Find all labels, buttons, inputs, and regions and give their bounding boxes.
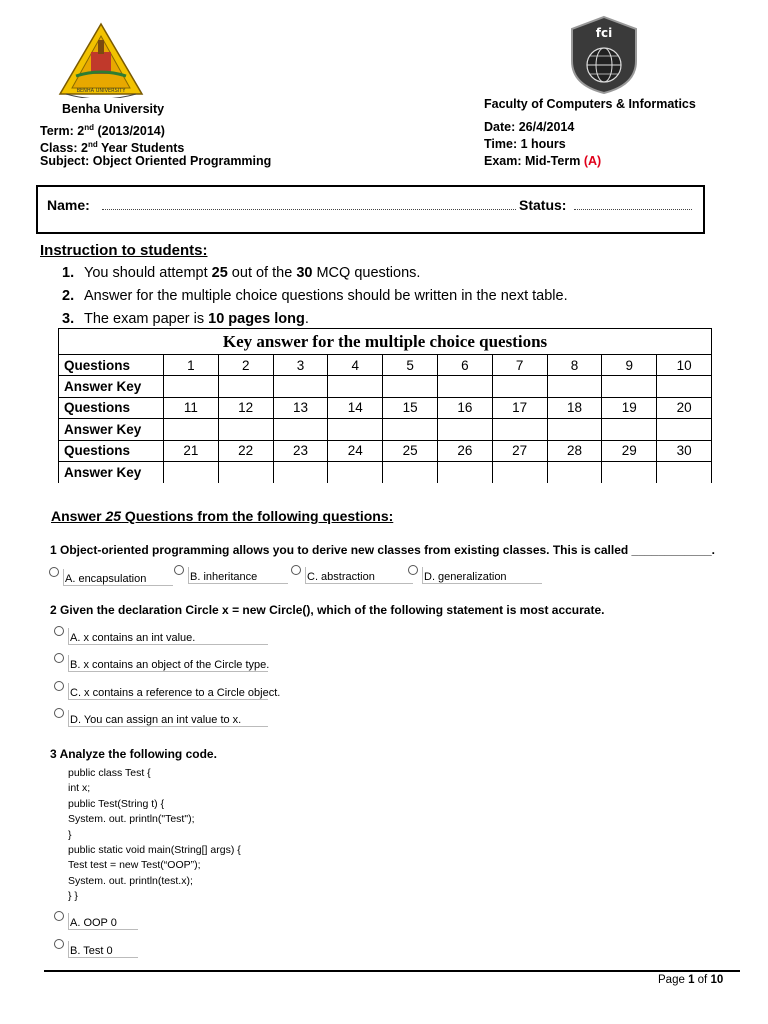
page-label: of — [694, 974, 711, 986]
option-label[interactable]: A. x contains an int value. — [70, 632, 196, 644]
page-current: 1 — [688, 974, 695, 986]
answer-key-cell[interactable] — [273, 419, 328, 440]
answer-key-row — [59, 376, 712, 397]
name-label: Name: — [47, 197, 90, 213]
name-status-box — [36, 185, 705, 234]
question-number-cell: 30 — [657, 440, 712, 461]
question-number-cell: 11 — [164, 397, 219, 418]
questions-row-label: Questions — [59, 355, 164, 376]
answer-key-cell[interactable] — [383, 419, 438, 440]
answer-key-cell[interactable] — [273, 376, 328, 397]
questions-row — [59, 355, 712, 376]
instruction-text: MCQ questions. — [312, 265, 421, 281]
question-number-cell: 8 — [547, 355, 602, 376]
answer-key-row-label: Answer Key — [59, 376, 164, 397]
option-label[interactable]: D. You can assign an int value to x. — [70, 714, 242, 726]
university-name: Benha University — [62, 102, 165, 116]
class-sup: nd — [87, 140, 98, 149]
option-radio[interactable] — [54, 653, 64, 663]
heading-count: 25 — [105, 508, 122, 524]
answer-key-cell[interactable] — [218, 461, 273, 482]
code-line: System. out. println(test.x); — [68, 874, 193, 887]
answer-key-row — [59, 419, 712, 440]
code-line: public class Test { — [68, 767, 151, 779]
option-radio[interactable] — [54, 626, 64, 636]
instruction-number: 1. — [62, 265, 75, 281]
status-field[interactable] — [574, 209, 692, 210]
option-label[interactable]: B. Test 0 — [70, 945, 113, 957]
code-line: public Test(String t) { — [68, 797, 165, 810]
answer-key-row-label: Answer Key — [59, 461, 164, 482]
class-rest: Year Students — [97, 141, 185, 155]
instruction-number: 2. — [62, 288, 75, 304]
answer-key-cell[interactable] — [164, 419, 219, 440]
instruction-text: You should attempt — [84, 265, 212, 281]
option-label[interactable]: A. OOP 0 — [70, 917, 117, 929]
question-number-cell: 2 — [218, 355, 273, 376]
answer-key-cell[interactable] — [437, 419, 492, 440]
question-number-cell: 20 — [657, 397, 712, 418]
question-3-text: 3 Analyze the following code. — [50, 747, 217, 761]
instruction-text: Answer for the multiple choice questions should be written in the next table. — [84, 288, 568, 304]
exam-date: Date: 26/4/2014 — [484, 120, 575, 134]
term-years: (2013/2014) — [94, 124, 165, 138]
heading-text: Answer — [51, 508, 106, 524]
question-number-cell: 10 — [657, 355, 712, 376]
option-radio[interactable] — [291, 565, 301, 575]
benha-university-logo — [58, 22, 144, 98]
question-number-cell: 12 — [218, 397, 273, 418]
question-number-cell: 3 — [273, 355, 328, 376]
code-line: } — [68, 828, 72, 841]
question-number-cell: 16 — [437, 397, 492, 418]
question-number-cell: 5 — [383, 355, 438, 376]
answer-key-cell[interactable] — [218, 419, 273, 440]
answer-key-cell[interactable] — [657, 419, 712, 440]
answer-key-cell[interactable] — [383, 376, 438, 397]
answer-key-cell[interactable] — [437, 376, 492, 397]
question-number-cell: 24 — [328, 440, 383, 461]
option-label[interactable]: B. x contains an object of the Circle type. — [70, 659, 270, 671]
answer-key-cell[interactable] — [602, 376, 657, 397]
page-total: 10 — [710, 974, 724, 986]
answer-key-cell[interactable] — [602, 461, 657, 482]
answer-key-title: Key answer for the multiple choice questions — [59, 329, 712, 355]
questions-heading — [51, 508, 393, 524]
instruction-text: . — [304, 311, 309, 327]
answer-key-cell[interactable] — [492, 376, 547, 397]
instruction-number: 3. — [62, 311, 75, 327]
footer-divider — [44, 970, 740, 972]
question-3-code — [68, 766, 241, 905]
faculty-name: Faculty of Computers & Informatics — [484, 97, 696, 111]
question-number-cell: 17 — [492, 397, 547, 418]
question-number-cell: 23 — [273, 440, 328, 461]
status-label: Status: — [519, 197, 567, 213]
question-number-cell: 15 — [383, 397, 438, 418]
page-number — [658, 974, 723, 986]
answer-key-cell[interactable] — [383, 461, 438, 482]
question-number-cell: 22 — [218, 440, 273, 461]
exam-model: (A) — [583, 154, 602, 168]
question-number-cell: 9 — [602, 355, 657, 376]
answer-key-cell[interactable] — [164, 376, 219, 397]
option-label[interactable]: A. encapsulation — [65, 573, 147, 585]
answer-key-cell[interactable] — [164, 461, 219, 482]
option-radio[interactable] — [54, 681, 64, 691]
faculty-logo — [566, 15, 642, 95]
question-number-cell: 4 — [328, 355, 383, 376]
exam-label: Exam: Mid-Term — [484, 154, 581, 168]
question-number-cell: 7 — [492, 355, 547, 376]
option-label[interactable]: C. abstraction — [307, 571, 375, 583]
option-radio[interactable] — [408, 565, 418, 575]
question-number-cell: 27 — [492, 440, 547, 461]
exam-type — [484, 153, 601, 170]
question-number-cell: 6 — [437, 355, 492, 376]
answer-key-cell[interactable] — [547, 419, 602, 440]
answer-key-cell[interactable] — [328, 376, 383, 397]
question-2-text: 2 Given the declaration Circle x = new Circle(), which of the following statement is most accurate. — [50, 603, 605, 617]
question-number-cell: 19 — [602, 397, 657, 418]
question-number-cell: 28 — [547, 440, 602, 461]
question-number-cell: 18 — [547, 397, 602, 418]
instruction-bold: 10 pages long — [208, 311, 305, 327]
answer-key-cell[interactable] — [602, 419, 657, 440]
svg-text:fci: fci — [595, 26, 613, 40]
questions-row-label: Questions — [59, 440, 164, 461]
question-number-cell: 26 — [437, 440, 492, 461]
answer-key-cell[interactable] — [657, 461, 712, 482]
name-field[interactable] — [102, 209, 516, 210]
code-line: System. out. println("Test"); — [68, 813, 195, 826]
answer-key-cell[interactable] — [328, 461, 383, 482]
answer-key-cell[interactable] — [657, 376, 712, 397]
option-radio[interactable] — [54, 939, 64, 949]
answer-key-cell[interactable] — [218, 376, 273, 397]
exam-time: Time: 1 hours — [484, 137, 566, 151]
answer-key-cell[interactable] — [328, 419, 383, 440]
answer-key-row — [59, 461, 712, 482]
question-1-text: 1 Object-oriented programming allows you to derive new classes from existing classes. This is called ____________. — [50, 543, 715, 557]
option-radio[interactable] — [49, 567, 59, 577]
instruction-item — [62, 310, 309, 328]
answer-key-cell[interactable] — [492, 461, 547, 482]
code-line: } } — [68, 890, 78, 903]
question-number-cell: 25 — [383, 440, 438, 461]
page-label: Page — [658, 974, 689, 986]
code-line: Test test = new Test(“OOP”); — [68, 859, 201, 872]
subject-line: Subject: Object Oriented Programming — [40, 154, 272, 168]
questions-row-label: Questions — [59, 397, 164, 418]
instruction-item — [62, 264, 420, 282]
instruction-text: out of the — [227, 265, 297, 281]
answer-key-cell[interactable] — [547, 461, 602, 482]
instruction-item — [62, 287, 568, 305]
class-label: Class: 2 — [40, 141, 88, 155]
heading-text: Questions from the following questions: — [121, 508, 394, 524]
term-sup: nd — [84, 123, 95, 132]
question-number-cell: 21 — [164, 440, 219, 461]
instruction-bold: 30 — [296, 265, 313, 281]
answer-key-row-label: Answer Key — [59, 419, 164, 440]
option-radio[interactable] — [54, 911, 64, 921]
question-number-cell: 13 — [273, 397, 328, 418]
option-label[interactable]: C. x contains a reference to a Circle object. — [70, 687, 281, 699]
question-number-cell: 1 — [164, 355, 219, 376]
code-line: int x; — [68, 782, 91, 795]
instruction-bold: 25 — [211, 265, 228, 281]
svg-text:BENHA UNIVERSITY: BENHA UNIVERSITY — [76, 88, 126, 94]
option-radio[interactable] — [54, 708, 64, 718]
answer-key-cell[interactable] — [437, 461, 492, 482]
instructions-title: Instruction to students: — [40, 242, 208, 259]
code-line: public static void main(String[] args) { — [68, 844, 241, 857]
questions-row — [59, 397, 712, 418]
answer-key-cell[interactable] — [273, 461, 328, 482]
option-radio[interactable] — [174, 565, 184, 575]
answer-key-cell[interactable] — [547, 376, 602, 397]
option-label[interactable]: D. generalization — [424, 571, 507, 583]
answer-key-cell[interactable] — [492, 419, 547, 440]
option-label[interactable]: B. inheritance — [190, 571, 258, 583]
question-number-cell: 29 — [602, 440, 657, 461]
term-label: Term: 2 — [40, 124, 85, 138]
questions-row — [59, 440, 712, 461]
question-number-cell: 14 — [328, 397, 383, 418]
answer-key-table — [58, 328, 712, 483]
instruction-text: The exam paper is — [84, 311, 209, 327]
